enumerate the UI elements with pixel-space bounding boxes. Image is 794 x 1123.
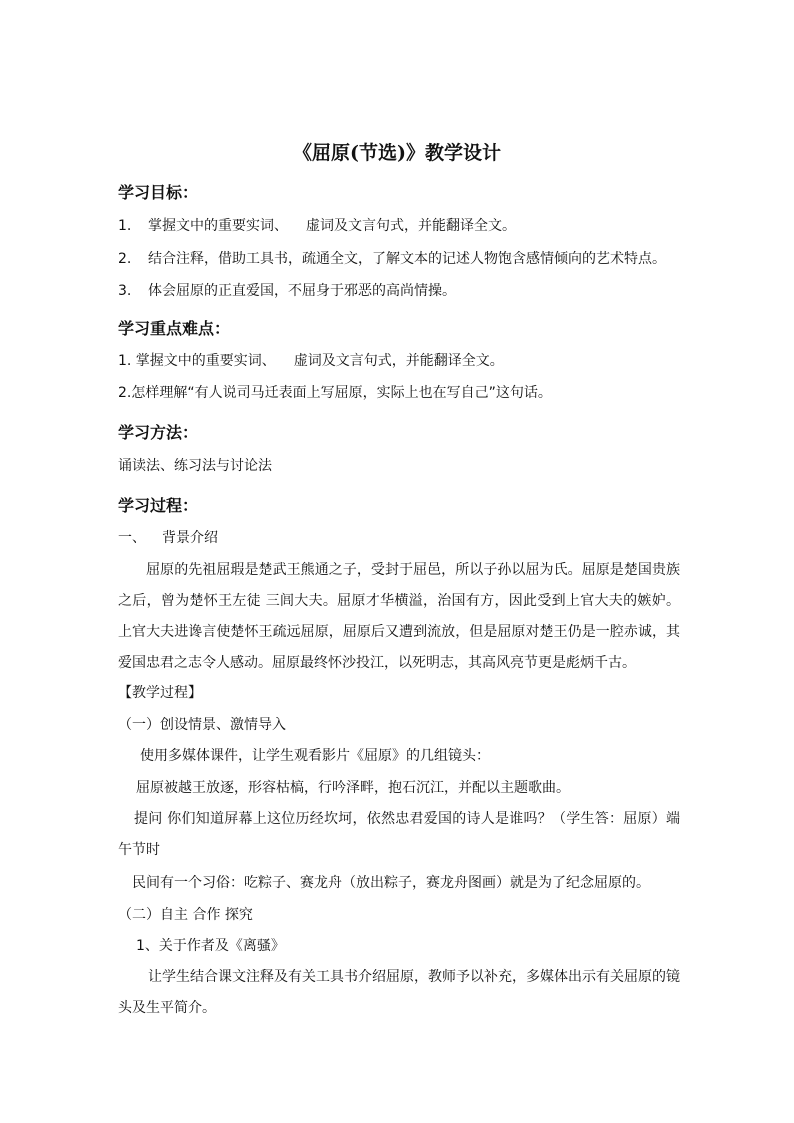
objective-item-2 xyxy=(118,249,666,269)
part-one-label: 背景介绍 xyxy=(162,530,218,546)
key-point-text: 虚词及文言句式，并能翻译全文。 xyxy=(293,353,504,369)
objective-text: 掌握文中的重要实词、 xyxy=(148,218,288,234)
objective-text: 结合注释，借助工具书，疏通全文，了解文本的记述人物饱含感情倾向的艺术特点。 xyxy=(148,251,666,267)
background-paragraph: 屈原的先祖屈瑕是楚武王熊通之子，受封于屈邑，所以子孙以屈为氏。屈原是楚国贵族之后，曾为楚怀王左徒 三闾大夫。屈原才华横溢，治国有方，因此受到上官大夫的嫉妒。上官大夫进谗言使楚怀王疏远屈原，屈原后又遭到流放，但是屈原对楚王仍是一腔赤诚，其爱国忠君之志令人感动。屈原最终怀沙投江，以死明志，其高风亮节更是彪炳千古。 xyxy=(118,562,680,671)
step-one-custom: 民间有一个习俗：吃粽子、赛龙舟（放出粽子，赛龙舟图画）就是为了纪念屈原的。 xyxy=(132,875,650,891)
objective-text: 虚词及文言句式，并能翻译全文。 xyxy=(306,218,516,234)
step-two-sub-1: 1、关于作者及《离骚》 xyxy=(136,938,285,954)
process-heading: 学习过程： xyxy=(118,496,199,515)
objective-item-3 xyxy=(118,281,456,301)
part-one-number: 一、 xyxy=(118,530,146,546)
objective-number: 1. xyxy=(118,218,132,234)
key-point-text: 1. 掌握文中的重要实词、 xyxy=(118,353,276,369)
objective-number: 2. xyxy=(118,251,132,267)
step-two-label: （二）自主 合作 探究 xyxy=(118,907,253,923)
step-one-line-2: 屈原被越王放逐，形容枯槁，行吟泽畔，抱石沉江，并配以主题歌曲。 xyxy=(136,780,570,796)
step-two-sub-1-text: 让学生结合课文注释及有关工具书介绍屈原，教师予以补充，多媒体出示有关屈原的镜头及生平简介。 xyxy=(118,969,680,1016)
objective-item-1 xyxy=(118,216,516,236)
step-one-line-1: 使用多媒体课件，让学生观看影片《屈原》的几组镜头： xyxy=(140,748,490,764)
step-one-label: （一）创设情景、激情导入 xyxy=(118,717,286,733)
objective-text: 体会屈原的正直爱国，不屈身于邪恶的高尚情操。 xyxy=(148,283,456,299)
objective-number: 3. xyxy=(118,283,132,299)
key-point-item-2: 2.怎样理解“有人说司马迁表面上写屈原，实际上也在写自己”这句话。 xyxy=(118,385,552,401)
step-one-question: 提问 你们知道屏幕上这位历经坎坷，依然忠君爱国的诗人是谁吗？（学生答：屈原）端午节时 xyxy=(118,811,680,858)
key-points-heading: 学习重点难点： xyxy=(118,319,231,338)
methods-heading: 学习方法： xyxy=(118,423,199,442)
objectives-heading: 学习目标： xyxy=(118,183,199,202)
teaching-process-label: 【教学过程】 xyxy=(118,685,202,701)
key-point-item-1 xyxy=(118,351,504,371)
part-one-title xyxy=(118,528,218,548)
document-title: 《屈原(节选)》教学设计 xyxy=(293,142,501,164)
methods-text: 诵读法、练习法与讨论法 xyxy=(118,458,272,474)
